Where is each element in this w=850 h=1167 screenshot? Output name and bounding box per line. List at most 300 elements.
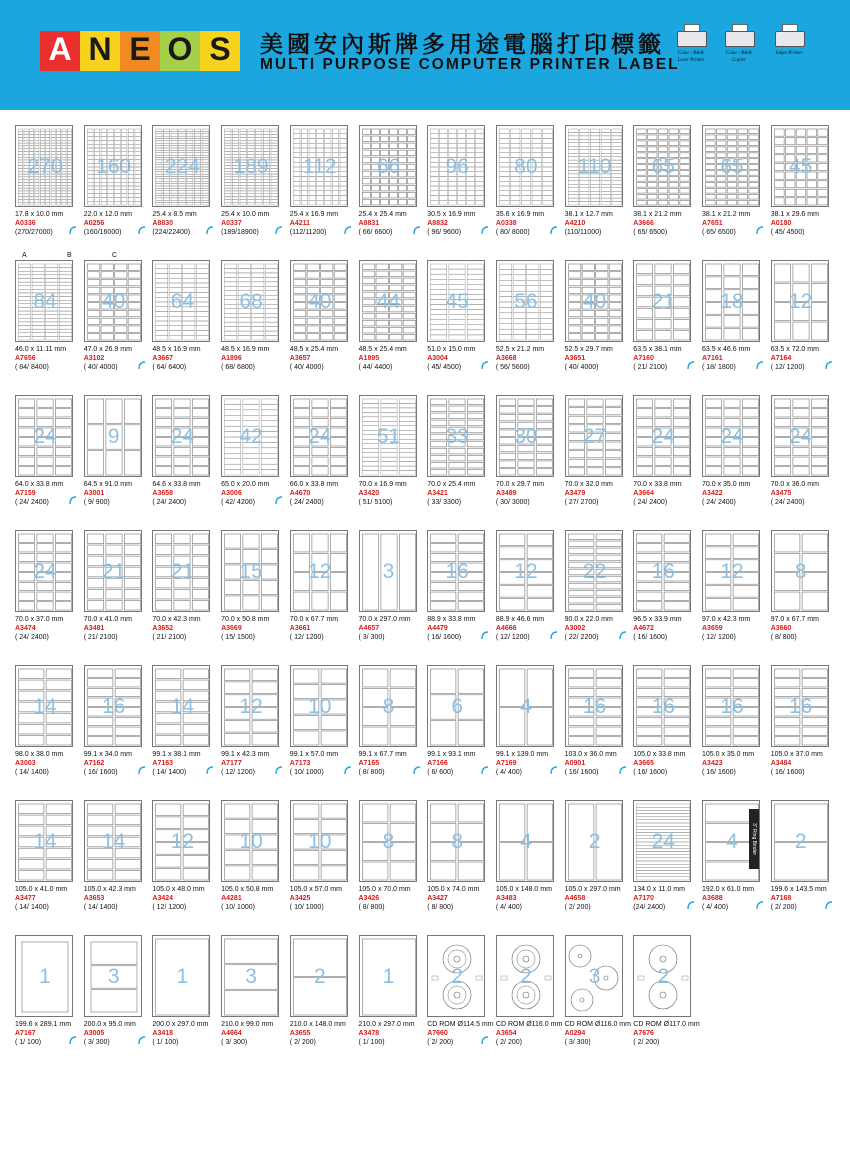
sheet-quantity: ( 10/ 1000)	[221, 904, 255, 911]
label-size: 199.6 x 143.5 mm	[770, 886, 827, 893]
product-code: A3489	[495, 490, 517, 497]
label-size: 52.5 x 29.7 mm	[564, 346, 613, 353]
labels-per-sheet: 12	[308, 560, 332, 583]
label-sheet-preview	[496, 530, 554, 612]
label-size: 99.1 x 139.0 mm	[495, 751, 549, 758]
labels-per-sheet: 14	[170, 695, 195, 718]
sheet-quantity: ( 1/ 100)	[358, 1039, 385, 1046]
labels-per-sheet: 21	[170, 560, 195, 583]
labels-per-sheet: 2	[313, 965, 326, 988]
label-size: 99.1 x 67.7 mm	[358, 751, 407, 758]
labels-per-sheet: 12	[514, 560, 538, 583]
label-sheet-preview	[359, 935, 417, 1017]
labels-per-sheet: 27	[582, 425, 607, 448]
printer-compatibility-icon	[549, 766, 558, 775]
label-size: 17.8 x 10.0 mm	[15, 211, 64, 218]
product-code: A3660	[770, 625, 792, 632]
product-code: A4479	[427, 625, 448, 632]
sheet-quantity: ( 21/ 2100)	[83, 634, 118, 641]
printer-caption-line: Laser Printer	[677, 58, 705, 63]
label-sheet-preview	[771, 530, 829, 612]
label-sheet-preview	[15, 935, 73, 1017]
labels-per-sheet: 8	[382, 695, 395, 718]
product-code: A3418	[152, 1030, 174, 1037]
product-code: A3474	[15, 625, 36, 632]
logo-letter: S	[200, 31, 240, 71]
label-size: 52.5 x 21.2 mm	[495, 346, 545, 353]
label-sheet-preview	[565, 125, 623, 207]
sheet-quantity: ( 64/ 6400)	[152, 364, 187, 371]
product-code: A1895	[358, 355, 380, 362]
label-size: 70.0 x 37.0 mm	[15, 616, 64, 623]
sheet-quantity: ( 84/ 8400)	[15, 364, 49, 371]
label-size: 200.0 x 297.0 mm	[152, 1021, 209, 1028]
sheet-quantity: ( 4/ 400)	[495, 769, 522, 776]
labels-per-sheet: 4	[726, 830, 738, 853]
product-code: A0256	[83, 220, 105, 227]
label-sheet-preview	[427, 395, 485, 477]
product-code: A3661	[289, 625, 311, 632]
label-size: 105.0 x 74.0 mm	[427, 886, 480, 893]
labels-per-sheet: 8	[382, 830, 395, 853]
label-sheet-preview	[152, 800, 210, 882]
product-code: A7177	[221, 760, 242, 767]
product-code: A7676	[633, 1030, 654, 1037]
label-sheet-preview	[152, 125, 210, 207]
label-size: 97.0 x 67.7 mm	[770, 616, 819, 623]
labels-per-sheet: 6	[451, 695, 464, 718]
sheet-quantity: ( 40/ 4000)	[564, 364, 599, 371]
label-sheet-preview	[702, 665, 760, 747]
printer-compatibility-icon	[686, 361, 695, 370]
label-sheet-preview	[84, 530, 142, 612]
label-sheet-preview	[290, 800, 348, 882]
copier-icon	[716, 24, 762, 64]
label-sheet-preview	[496, 665, 554, 747]
sheet-quantity: ( 65/ 6500)	[702, 229, 736, 236]
label-sheet-preview	[427, 260, 485, 342]
printer-compatibility-icon	[68, 496, 77, 505]
labels-per-sheet: 14	[102, 830, 126, 853]
label-sheet-preview	[359, 395, 417, 477]
labels-per-sheet: 24	[33, 425, 57, 448]
labels-per-sheet: 16	[651, 560, 675, 583]
label-size: 38.1 x 21.2 mm	[702, 211, 751, 218]
sheet-quantity: ( 22/ 2200)	[564, 634, 599, 641]
sheet-quantity: ( 12/ 1200)	[152, 904, 187, 911]
product-code: A3420	[358, 490, 380, 497]
label-sheet-preview	[771, 125, 829, 207]
label-size: 38.1 x 21.2 mm	[633, 211, 682, 218]
product-code: A3481	[83, 625, 105, 632]
sheet-quantity: ( 12/ 1200)	[289, 634, 324, 641]
product-code: A0338	[495, 220, 517, 227]
label-sheet-preview	[152, 935, 210, 1017]
labels-per-sheet: 24	[33, 560, 57, 583]
labels-per-sheet: 66	[376, 155, 401, 178]
sheet-quantity: (189/18900)	[221, 229, 259, 236]
label-size: 134.0 x 11.0 mm	[633, 886, 685, 893]
printer-compatibility-icon	[205, 766, 214, 775]
labels-per-sheet: 14	[33, 695, 57, 718]
product-code: A3669	[221, 625, 242, 632]
product-code: A4211	[289, 220, 311, 227]
label-size: 63.5 x 38.1 mm	[633, 346, 682, 353]
labels-per-sheet: 24	[170, 425, 195, 448]
label-size: 99.1 x 93.1 mm	[427, 751, 476, 758]
label-size: 38.1 x 29.6 mm	[770, 211, 819, 218]
product-code: A7170	[633, 895, 654, 902]
sheet-quantity: ( 24/ 2400)	[152, 499, 187, 506]
inkjet-printer-icon	[766, 24, 812, 57]
printer-compatibility-icon	[274, 496, 283, 505]
printer-compatibility-icon	[480, 361, 489, 370]
labels-per-sheet: 16	[445, 560, 469, 583]
printer-compatibility-icon	[549, 226, 558, 235]
labels-per-sheet: 21	[651, 290, 675, 313]
label-sheet-preview	[15, 665, 73, 747]
product-code: A3424	[152, 895, 174, 902]
laser-printer-icon	[668, 24, 714, 64]
label-sheet-preview	[633, 260, 691, 342]
product-code: A7162	[83, 760, 105, 767]
printer-compatibility-icon	[480, 1036, 489, 1045]
product-code: A7159	[15, 490, 36, 497]
label-sheet-preview	[15, 530, 73, 612]
labels-per-sheet: 16	[789, 695, 813, 718]
label-sheet-preview	[221, 800, 279, 882]
product-code: A3002	[564, 625, 586, 632]
sheet-quantity: ( 2/ 200)	[564, 904, 591, 911]
label-sheet-preview	[565, 665, 623, 747]
sheet-quantity: ( 18/ 1800)	[702, 364, 736, 371]
labels-per-sheet: 3	[245, 965, 257, 988]
label-sheet-preview	[633, 935, 691, 1017]
label-sheet-preview	[633, 665, 691, 747]
label-sheet-preview	[290, 395, 348, 477]
labels-per-sheet: 112	[303, 155, 337, 178]
sheet-quantity: ( 10/ 1000)	[289, 769, 324, 776]
label-size: 97.0 x 42.3 mm	[702, 616, 751, 623]
product-code: A7656	[15, 355, 36, 362]
product-code: A3423	[702, 760, 723, 767]
label-sheet-preview	[771, 260, 829, 342]
label-sheet-preview	[633, 125, 691, 207]
product-code: A4210	[564, 220, 586, 227]
labels-per-sheet: 224	[164, 155, 200, 178]
product-code: A3102	[83, 355, 105, 362]
sheet-quantity: ( 2/ 200)	[770, 904, 797, 911]
product-code: A3425	[289, 895, 311, 902]
product-code: A3657	[289, 355, 311, 362]
printer-caption-line: Color / B&W	[725, 51, 753, 56]
label-sheet-preview	[221, 260, 279, 342]
sheet-quantity: (270/27000)	[15, 229, 53, 236]
labels-per-sheet: 8	[451, 830, 464, 853]
printer-compatibility-icon	[137, 1036, 146, 1045]
sheet-quantity: ( 24/ 2400)	[15, 634, 49, 641]
printer-compatibility-icon	[68, 226, 77, 235]
label-size: 105.0 x 297.0 mm	[564, 886, 621, 893]
printer-caption-line: Copier	[732, 58, 746, 63]
sheet-quantity: ( 16/ 1600)	[633, 769, 668, 776]
label-sheet-preview	[221, 665, 279, 747]
label-size: 64.5 x 91.0 mm	[83, 481, 132, 488]
sheet-quantity: ( 8/ 800)	[427, 904, 454, 911]
logo-letter: N	[80, 31, 120, 71]
sheet-quantity: ( 9/ 900)	[83, 499, 110, 506]
label-sheet-preview	[702, 125, 760, 207]
product-code: A8831	[358, 220, 380, 227]
labels-per-sheet: 18	[720, 290, 744, 313]
label-size: 48.5 x 25.4 mm	[358, 346, 407, 353]
sheet-quantity: ( 24/ 2400)	[15, 499, 49, 506]
binder-spine-label: 3" Ring Binder	[749, 809, 759, 869]
labels-per-sheet: 189	[233, 155, 269, 178]
labels-per-sheet: 16	[651, 695, 675, 718]
label-sheet-preview	[427, 800, 485, 882]
product-code: A3665	[633, 760, 654, 767]
printer-compatibility-icon	[480, 766, 489, 775]
labels-per-sheet: 16	[582, 695, 607, 718]
label-sheet-preview	[633, 530, 691, 612]
labels-per-sheet: 12	[170, 830, 195, 853]
sheet-quantity: ( 12/ 1200)	[221, 769, 255, 776]
printer-compatibility-icon	[412, 766, 421, 775]
label-size: 99.1 x 57.0 mm	[289, 751, 339, 758]
label-sheet-preview	[221, 935, 279, 1017]
labels-per-sheet: 96	[445, 155, 469, 178]
label-size: 105.0 x 70.0 mm	[358, 886, 411, 893]
printer-compatibility-icon	[68, 1036, 77, 1045]
label-size: 35.6 x 16.9 mm	[495, 211, 545, 218]
label-sheet-preview	[771, 665, 829, 747]
label-size: 70.0 x 42.3 mm	[152, 616, 201, 623]
label-size: 65.0 x 20.0 mm	[221, 481, 270, 488]
labels-per-sheet: 2	[657, 965, 670, 988]
label-size: 70.0 x 16.9 mm	[358, 481, 407, 488]
labels-per-sheet: 40	[102, 290, 126, 313]
label-size: CD ROM Ø116.0 mm	[495, 1021, 563, 1028]
printer-compatibility-icon	[480, 226, 489, 235]
label-sheet-preview	[221, 395, 279, 477]
product-code: A8832	[427, 220, 448, 227]
label-sheet-preview	[15, 125, 73, 207]
labels-per-sheet: 1	[39, 965, 51, 988]
printer-compatibility-icon	[755, 901, 764, 910]
sheet-quantity: ( 16/ 1600)	[702, 769, 736, 776]
label-size: 70.0 x 50.8 mm	[221, 616, 270, 623]
sheet-quantity: ( 1/ 100)	[15, 1039, 42, 1046]
labels-per-sheet: 42	[239, 425, 263, 448]
title-english: MULTI PURPOSE COMPUTER PRINTER LABEL	[260, 56, 680, 73]
product-code: A3003	[15, 760, 36, 767]
label-sheet-preview	[496, 260, 554, 342]
label-sheet-preview	[15, 260, 73, 342]
label-sheet-preview	[702, 260, 760, 342]
sheet-quantity: ( 27/ 2700)	[564, 499, 599, 506]
product-code: A0180	[770, 220, 792, 227]
labels-per-sheet: 12	[239, 695, 263, 718]
product-code: A0336	[15, 220, 36, 227]
sheet-quantity: ( 12/ 1200)	[495, 634, 530, 641]
labels-per-sheet: 64	[170, 290, 195, 313]
sheet-quantity: ( 80/ 8000)	[495, 229, 530, 236]
sheet-quantity: ( 45/ 4500)	[427, 364, 462, 371]
label-sheet-preview	[290, 665, 348, 747]
printer-compatibility-icon	[618, 631, 627, 640]
sheet-quantity: ( 12/ 1200)	[702, 634, 736, 641]
label-size: 48.5 x 25.4 mm	[289, 346, 339, 353]
labels-per-sheet: 3	[107, 965, 120, 988]
labels-per-sheet: 12	[720, 560, 744, 583]
label-size: 192.0 x 61.0 mm	[702, 886, 755, 893]
product-code: A4664	[221, 1030, 242, 1037]
label-size: 210.0 x 297.0 mm	[358, 1021, 415, 1028]
label-size: 70.0 x 32.0 mm	[564, 481, 613, 488]
label-size: 70.0 x 29.7 mm	[495, 481, 545, 488]
product-code: A3422	[702, 490, 723, 497]
sheet-quantity: ( 16/ 1600)	[633, 634, 668, 641]
labels-per-sheet: 110	[577, 155, 612, 178]
sheet-quantity: ( 16/ 1600)	[770, 769, 805, 776]
printer-compatibility-icon	[412, 226, 421, 235]
labels-per-sheet: 68	[239, 290, 263, 313]
label-size: 70.0 x 33.8 mm	[633, 481, 682, 488]
printer-caption-line: Color / B&W	[677, 51, 705, 56]
labels-per-sheet: 14	[33, 830, 57, 853]
label-size: CD ROM Ø117.0 mm	[633, 1021, 700, 1028]
sheet-quantity: ( 45/ 4500)	[770, 229, 805, 236]
label-sheet-preview	[702, 800, 760, 882]
label-size: 63.5 x 72.0 mm	[770, 346, 819, 353]
sheet-quantity: ( 14/ 1400)	[152, 769, 187, 776]
label-sheet-preview	[290, 530, 348, 612]
product-code: A4657	[358, 625, 380, 632]
label-size: 105.0 x 50.8 mm	[221, 886, 274, 893]
label-sheet-preview	[633, 395, 691, 477]
label-sheet-preview	[771, 800, 829, 882]
label-sheet-preview	[565, 935, 623, 1017]
label-sheet-preview	[702, 530, 760, 612]
labels-per-sheet: 24	[651, 425, 675, 448]
label-size: 99.1 x 34.0 mm	[83, 751, 132, 758]
sheet-quantity: ( 8/ 800)	[358, 904, 385, 911]
label-size: 103.0 x 36.0 mm	[564, 751, 617, 758]
sheet-quantity: ( 16/ 1600)	[427, 634, 462, 641]
label-sheet-preview	[84, 260, 142, 342]
label-sheet-preview	[152, 530, 210, 612]
labels-per-sheet: 16	[102, 695, 126, 718]
logo-letter: O	[160, 31, 200, 71]
sheet-quantity: (110/11000)	[564, 229, 602, 236]
labels-per-sheet: 10	[308, 830, 332, 853]
labels-per-sheet: 56	[514, 290, 538, 313]
printer-compatibility-icon	[137, 226, 146, 235]
label-sheet-preview	[359, 530, 417, 612]
printer-compatibility-icon	[618, 766, 627, 775]
printer-compatibility-icon	[137, 766, 146, 775]
product-code: A7160	[633, 355, 654, 362]
label-size: 25.4 x 10.0 mm	[221, 211, 270, 218]
labels-per-sheet: 2	[794, 830, 807, 853]
product-code: A7173	[289, 760, 311, 767]
note-a: A	[22, 252, 27, 259]
label-sheet-preview	[290, 935, 348, 1017]
labels-per-sheet: 24	[308, 425, 332, 448]
label-size: 63.5 x 46.6 mm	[702, 346, 751, 353]
label-size: 48.5 x 16.9 mm	[152, 346, 201, 353]
printer-caption-line: Inkjet Printer	[775, 51, 803, 56]
label-size: 88.9 x 33.8 mm	[427, 616, 476, 623]
note-b: B	[67, 252, 72, 259]
labels-per-sheet: 24	[789, 425, 813, 448]
labels-per-sheet: 4	[520, 695, 532, 718]
label-sheet-preview	[359, 665, 417, 747]
label-size: 70.0 x 25.4 mm	[427, 481, 476, 488]
sheet-quantity: ( 14/ 1400)	[83, 904, 118, 911]
label-sheet-preview	[221, 530, 279, 612]
product-code: A4658	[564, 895, 586, 902]
label-size: 64.6 x 33.8 mm	[152, 481, 201, 488]
sheet-quantity: ( 6/ 600)	[427, 769, 454, 776]
label-size: 30.5 x 16.9 mm	[427, 211, 476, 218]
labels-per-sheet: 4	[520, 830, 532, 853]
printer-caption	[668, 50, 714, 64]
sheet-quantity: ( 42/ 4200)	[221, 499, 255, 506]
title-chinese: 美國安內斯牌多用途電腦打印標籤	[260, 32, 665, 58]
product-code: A7164	[770, 355, 792, 362]
label-size: 210.0 x 148.0 mm	[289, 1021, 346, 1028]
product-code: A0337	[221, 220, 242, 227]
labels-per-sheet: 51	[376, 425, 401, 448]
label-size: 99.1 x 38.1 mm	[152, 751, 201, 758]
label-size: 105.0 x 57.0 mm	[289, 886, 342, 893]
product-code: A3664	[633, 490, 654, 497]
product-code: A3427	[427, 895, 448, 902]
label-sheet-preview	[84, 665, 142, 747]
product-code: A7167	[15, 1030, 36, 1037]
label-sheet-preview	[771, 395, 829, 477]
product-code: A3651	[564, 355, 586, 362]
label-size: 47.0 x 26.9 mm	[83, 346, 132, 353]
label-size: 70.0 x 35.0 mm	[702, 481, 751, 488]
labels-per-sheet: 160	[96, 155, 132, 178]
label-size: 105.0 x 35.0 mm	[702, 751, 755, 758]
label-size: 105.0 x 148.0 mm	[495, 886, 552, 893]
product-code: A3475	[770, 490, 792, 497]
sheet-quantity: ( 44/ 4400)	[358, 364, 393, 371]
label-sheet-preview	[565, 800, 623, 882]
label-sheet-preview	[427, 530, 485, 612]
product-code: A4670	[289, 490, 311, 497]
label-size: 70.0 x 41.0 mm	[83, 616, 132, 623]
label-sheet-preview	[221, 125, 279, 207]
sheet-quantity: ( 3/ 300)	[358, 634, 385, 641]
sheet-quantity: ( 33/ 3300)	[427, 499, 462, 506]
labels-per-sheet: 22	[582, 560, 607, 583]
label-size: 199.6 x 289.1 mm	[15, 1021, 72, 1028]
label-sheet-preview	[565, 395, 623, 477]
sheet-quantity: ( 68/ 6800)	[221, 364, 255, 371]
sheet-quantity: ( 24/ 2400)	[289, 499, 324, 506]
labels-per-sheet: 15	[239, 560, 263, 583]
printer-compatibility-icon	[205, 226, 214, 235]
printer-compatibility-icon	[343, 226, 352, 235]
labels-per-sheet: 45	[789, 155, 813, 178]
label-sheet-preview	[15, 395, 73, 477]
labels-per-sheet: 2	[588, 830, 601, 853]
